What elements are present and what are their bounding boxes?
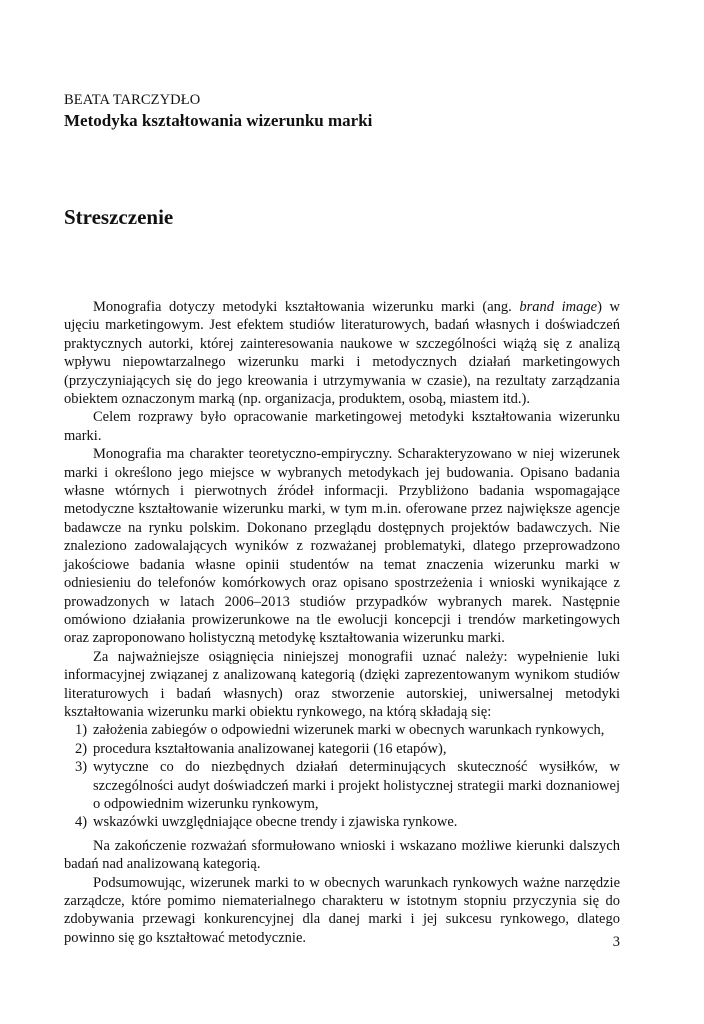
list-item-number: 2) <box>75 740 88 757</box>
list-item-text: wskazówki uwzględniające obecne trendy i zjawiska rynkowe. <box>93 814 458 831</box>
list-item-number: 1) <box>75 722 88 739</box>
term-brand-image: brand image <box>519 299 598 315</box>
abstract-paragraph-2: Celem rozprawy było opracowanie marketingowej metodyki kształtowania wizerunku marki. <box>64 409 620 444</box>
book-title: Metodyka kształtowania wizerunku marki <box>64 111 373 130</box>
abstract-body <box>64 298 620 947</box>
list-item-text: wytyczne co do niezbędnych działań determinujących skuteczność wysiłków, w szczególności audyt doświadczeń marki i projekt holistycznej strategii marki doznaniowej o odpowiednim wizerunku rynkowym, <box>93 759 620 812</box>
list-item-number: 3) <box>75 759 88 776</box>
abstract-paragraph-1: Monografia dotyczy metodyki kształtowania wizerunku marki (ang. brand image) w ujęciu marketingowym. Jest efektem studiów literaturowych, badań własnych i doświadczeń praktycznych autorki, której zainteresowania naukowe w szczególności wiążą się z analizą wpływu niepowtarzalnego wizerunku marki i metodycznych działań marketingowych (przyczyniających się do jego kreowania i utrzymywania w czasie), na rezultaty zarządzania obiektem oznaczonym marką (np. organizacja, produktem, osobą, miastem itd.). <box>64 299 620 408</box>
author-name: BEATA TARCZYDŁO <box>64 92 201 108</box>
abstract-paragraph-5: Na zakończenie rozważań sformułowano wnioski i wskazano możliwe kierunki dalszych badań nad analizowaną kategorią. <box>64 837 620 873</box>
page-number: 3 <box>612 934 620 950</box>
list-item-text: założenia zabiegów o odpowiedni wizerunek marki w obecnych warunkach rynkowych, <box>93 722 605 739</box>
abstract-paragraph-3: Monografia ma charakter teoretyczno-empiryczny. Scharakteryzowano w niej wizerunek marki i określono jego miejsce w wybranych metodykach jej budowania. Opisano badania własne wtórnych i pierwotnych źródeł informacji. Przybliżono badania wspomagające metodyczne kształtowanie wizerunku marki, w tym m.in. oferowane przez największe agencje badawcze na rynku polskim. Dokonano przeglądu dostępnych projektów badawczych. Nie znaleziono zadowalających wyników z rozważanej problematyki, dlatego przeprowadzono jakościowe badania własne opinii studentów na temat znaczenia wizerunku marki w odniesieniu do telefonów komórkowych oraz opisano spostrzeżenia i wnioski wynikające z prowadzonych w latach 2006–2013 studiów przypadków wybranych marek. Następnie omówiono działania prowizerunkowe na tle ewolucji koncepcji i trendów marketingowych oraz zaproponowano holistyczną metodykę kształtowania wizerunku marki. <box>64 446 620 647</box>
list-item <box>64 758 620 813</box>
abstract-paragraph-4: Za najważniejsze osiągnięcia niniejszej monografii uznać należy: wypełnienie luki informacyjnej związanej z analizowaną kategorią (dzięki zaprezentowanym wynikom studiów literaturowych i badań własnych) oraz stworzenie autorskiej, uniwersalnej metodyki kształtowania wizerunku marki obiektu rynkowego, na którą składają się: <box>64 648 620 720</box>
list-item <box>64 721 620 739</box>
achievements-list <box>64 721 620 831</box>
abstract-paragraph-6: Podsumowując, wizerunek marki to w obecnych warunkach rynkowych ważne narzędzie zarządcze, które pomimo niematerialnego charakteru w istotnym stopniu przyczynia się do zdobywania przewagi konkurencyjnej dla danej marki i jej sukcesu rynkowego, dlatego powinno się go kształtować metodycznie. <box>64 874 620 946</box>
list-item <box>64 740 620 758</box>
section-heading: Streszczenie <box>64 205 174 229</box>
list-item-number: 4) <box>75 814 88 831</box>
list-item <box>64 813 620 831</box>
list-item-text: procedura kształtowania analizowanej kategorii (16 etapów), <box>93 740 447 757</box>
